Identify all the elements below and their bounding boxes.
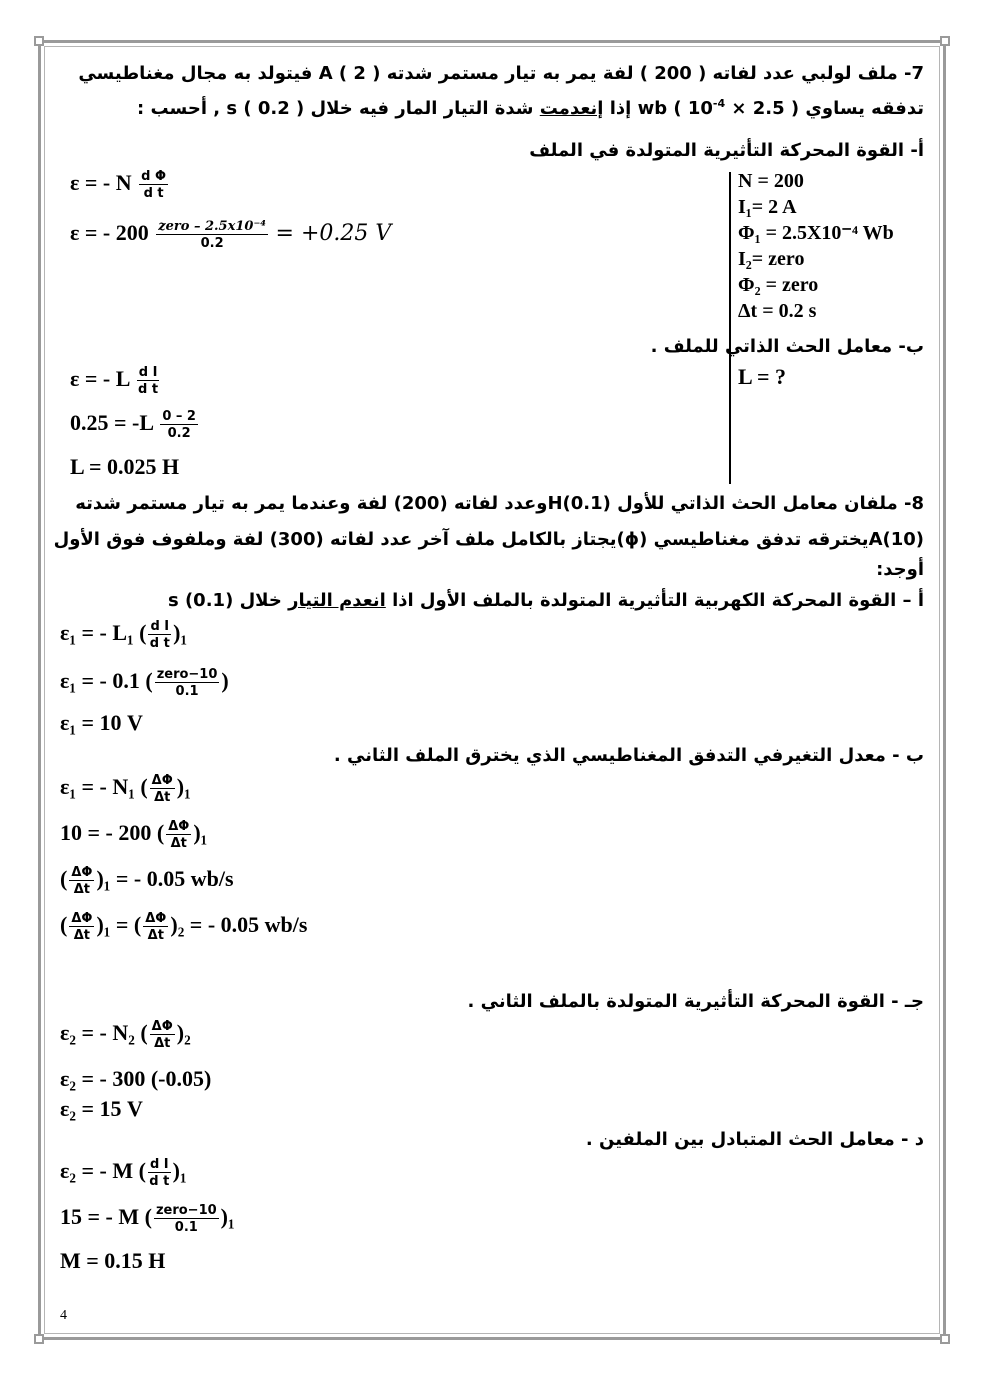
q7-eq-a2: ε = - 200 $\frac{\text{zero – 2.5x10⁻⁴}}{0.2}$ = +0.25 V — [70, 219, 392, 251]
q8-eq-b1: ε₁ = - N₁ ( $\frac{\Delta\Phi}{\Delta t}$ )₁ — [60, 773, 191, 805]
q8-line3: أوجد: — [876, 559, 924, 580]
q8-eq-d3: M = 0.15 H — [60, 1248, 166, 1273]
q8-eq-a3: ε₁ = 10 V — [60, 710, 143, 735]
q7-eq-b3: L = 0.025 H — [70, 454, 180, 479]
given-b: L = ? — [738, 364, 786, 389]
q8-line2: A(10)يخترقه تدفق مغناطيسي (ϕ)يجتاز بالكامل ملف آخر عدد لفاته (300) لفة وملفوف فوق الأول — [53, 529, 924, 550]
q8-part-a-title: أ – القوة المحركة الكهربية التأثيرية المتولدة بالملف الأول اذا انعدم التيار خلال s (0.1) — [167, 590, 924, 611]
q8-line1: 8- ملفان معامل الحث الذاتي للأول H(0.1)وعدد لفاته (200) لفة وعندما يمر به تيار مستمر شدته — [75, 493, 924, 514]
q8-part-b-title: ب - معدل التغيرفي التدفق المغناطيسي الذي يخترق الملف الثاني . — [333, 745, 924, 766]
q7-eq-a1: ε = - N $\frac{\text{d Φ}}{\text{d t}}$ — [70, 169, 167, 201]
q8-eq-c1: ε₂ = - N₂ ( $\frac{\Delta\Phi}{\Delta t}$ )₂ — [60, 1019, 191, 1051]
border-corner — [34, 1334, 44, 1344]
q8-eq-d1: ε₂ = - M ( $\frac{\text{d I}}{\text{d t}}$ )₁ — [60, 1157, 187, 1189]
q8-eq-b3: ( $\frac{\Delta\Phi}{\Delta t}$ )₁ = - 0.05 wb/s — [60, 865, 234, 897]
given-list: N = 200 I₁= 2 A Φ₁ = 2.5X10⁻⁴ Wb I₂= zero Φ₂ = zero Δt = 0.2 s — [738, 170, 894, 322]
q8-eq-c2: ε₂ = - 300 (-0.05) — [60, 1066, 212, 1091]
border-corner — [940, 1334, 950, 1344]
q8-eq-c3: ε₂ = 15 V — [60, 1096, 143, 1121]
q7-eq-b2: 0.25 = -L $\frac{0 - 2}{0.2}$ — [70, 409, 196, 441]
q7-line1: 7- ملف لولبي عدد لفاته ( 200 ) لفة يمر به تيار مستمر شدته A ( 2 ) فيتولد به مجال مغناطيسي — [78, 63, 924, 84]
page-number: 4 — [60, 1308, 67, 1323]
q8-part-c-title: جـ - القوة المحركة التأثيرية المتولدة بالملف الثاني . — [467, 991, 924, 1012]
q8-eq-b4: ( $\frac{\Delta\Phi}{\Delta t}$ )₁ = ( $\frac{\Delta\Phi}{\Delta t}$ )₂ = - 0.05 wb/s — [60, 911, 308, 943]
q8-eq-a2: ε₁ = - 0.1 ( $\frac{\text{zero−10}}{0.1}$ ) — [60, 667, 229, 699]
q8-part-d-title: د - معامل الحث المتبادل بين الملفين . — [585, 1129, 924, 1150]
q8-eq-d2: 15 = - M ( $\frac{\text{zero−10}}{0.1}$ )₁ — [60, 1203, 235, 1235]
q7-eq-b1: ε = - L $\frac{\text{d I}}{\text{d t}}$ — [70, 365, 159, 397]
given-divider — [729, 172, 731, 484]
q7-line2: تدفقه يساوي wb ( $10^{-4} \times 2.5$ ) إذا إنعدمت شدة التيار المار فيه خلال s ( 0.2 ) , أحسب : — [137, 97, 924, 119]
q7-part-a-title: أ- القوة المحركة التأثيرية المتولدة في الملف — [529, 140, 924, 161]
border-corner — [34, 36, 44, 46]
q8-eq-b2: 10 = - 200 ( $\frac{\Delta\Phi}{\Delta t}$ )₁ — [60, 819, 208, 851]
q7-part-b-title: ب- معامل الحث الذاتي للملف . — [650, 336, 924, 357]
border-corner — [940, 36, 950, 46]
q8-eq-a1: ε₁ = - L₁ ( $\frac{\text{d I}}{\text{d t}}$ )₁ — [60, 619, 188, 651]
